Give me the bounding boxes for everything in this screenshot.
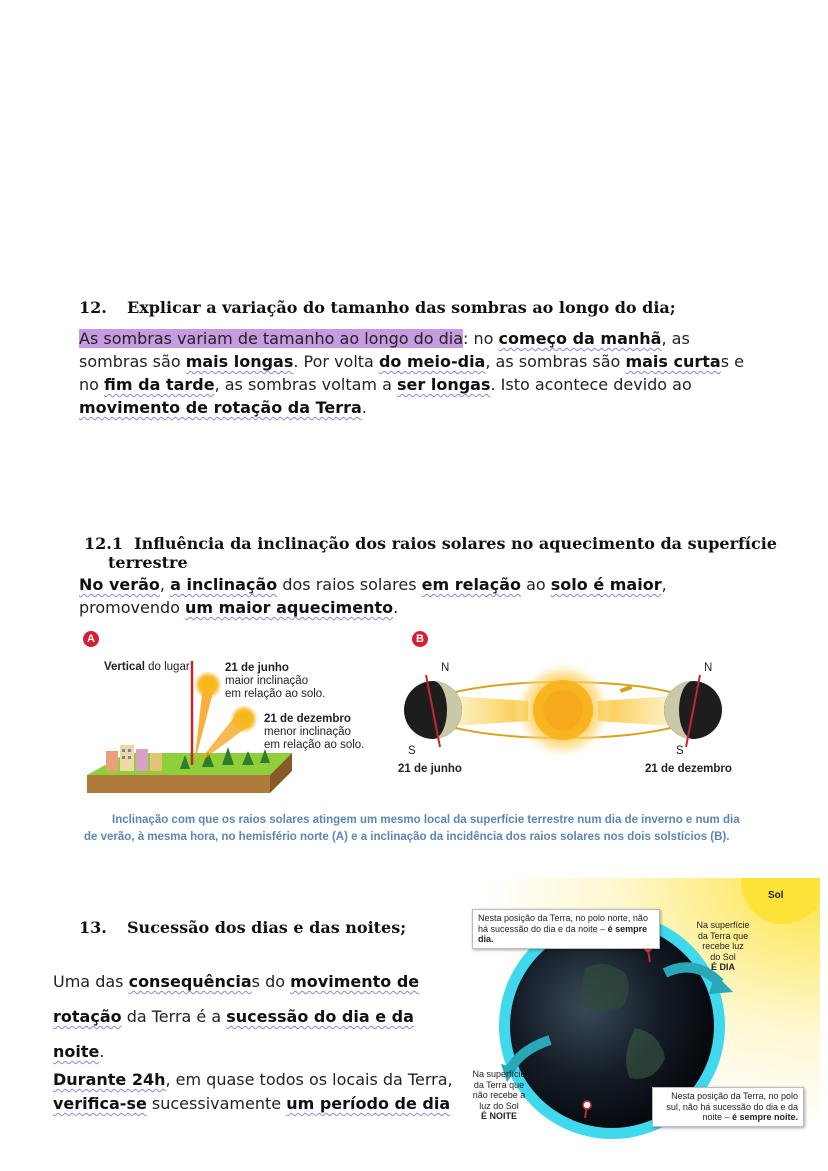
december-sun-core — [237, 712, 251, 726]
june-label — [225, 662, 325, 701]
text: dos raios solares — [277, 575, 422, 594]
night-line-3: não recebe a — [472, 1090, 526, 1100]
day-line-3: recebe luz — [702, 941, 744, 951]
text: , promovendo — [79, 575, 667, 617]
text: Uma das — [53, 972, 129, 991]
north-callout-bold: é sempre dia. — [478, 923, 648, 944]
bold-text: um período de dia — [286, 1094, 451, 1113]
december-desc-2: em relação ao solo. — [264, 739, 365, 751]
night-label — [466, 1069, 532, 1122]
caption-line-1: Inclinação com que os raios solares atingem um mesmo local da superfície terrestre num dia de inverno e num dia — [112, 814, 740, 826]
night-line-5: É NOITE — [480, 1111, 517, 1121]
december-date: 21 de dezembro — [264, 713, 351, 725]
north-callout-text: Nesta posição da Terra, no polo norte, não há sucessão do dia e da noite – — [478, 913, 648, 934]
june-date: 21 de junho — [225, 662, 289, 674]
north-pole-callout — [472, 909, 660, 949]
sun-label: Sol — [768, 890, 784, 901]
orbit-label-june: 21 de junho — [398, 763, 462, 775]
june-desc-2: em relação ao solo. — [225, 688, 326, 700]
text: . — [99, 1042, 105, 1061]
section-12-1-title-line2: terrestre — [108, 553, 188, 572]
night-line-1: Na superfície — [472, 1069, 526, 1079]
december-desc-1: menor inclinação — [264, 726, 351, 738]
text: s do — [251, 972, 291, 991]
bold-text: em relação — [421, 575, 521, 594]
text: . Isto acontece devido ao — [490, 375, 692, 394]
text: sucessivamente — [146, 1094, 287, 1113]
section-12-number: 12. — [79, 298, 107, 317]
text: , — [159, 575, 171, 594]
section-13-title: Sucessão dos dias e das noites; — [127, 918, 407, 937]
bold-text: noite — [53, 1042, 100, 1061]
text: s e no — [79, 352, 744, 394]
text: da Terra é a — [121, 1007, 227, 1026]
text: , as sombras voltam a — [214, 375, 397, 394]
bold-text: do meio-dia — [378, 352, 486, 371]
sun-inner — [543, 690, 583, 730]
vertical-bold: Vertical — [104, 661, 145, 673]
text: ao — [521, 575, 551, 594]
north-label-right: N — [704, 662, 713, 674]
section-13-heading — [79, 918, 406, 937]
section-12-1-number: 12.1 — [84, 534, 123, 553]
day-line-1: Na superfície — [696, 920, 750, 930]
text: , as sombras são — [79, 329, 690, 371]
bold-text: ser longas — [397, 375, 491, 394]
text: , as sombras são — [485, 352, 626, 371]
bold-text: movimento de — [290, 972, 420, 991]
bold-text: um maior aquecimento — [185, 598, 394, 617]
continent-shape — [580, 964, 629, 1012]
bold-text: consequência — [128, 972, 252, 991]
south-callout-text: Nesta posição da Terra, no polo sul, não há sucessão do dia e da noite – — [666, 1091, 798, 1122]
bold-text: movimento de rotação da Terra — [79, 398, 362, 417]
bold-text: fim da tarde — [104, 375, 215, 394]
highlighted-text: As sombras variam de tamanho ao longo do dia — [79, 329, 464, 348]
vertical-label — [104, 661, 190, 674]
bold-text: verifica-se — [53, 1094, 147, 1113]
section-12-1-heading — [84, 534, 777, 572]
day-line-4: do Sol — [710, 951, 736, 962]
text: . — [361, 398, 367, 417]
day-label — [680, 920, 766, 973]
south-label-left: S — [408, 745, 416, 757]
figure-letter-b: B — [412, 631, 428, 647]
june-sun-core — [201, 678, 215, 692]
section-13-number: 13. — [79, 918, 107, 937]
text: , em quase todos os locais da Terra, — [165, 1070, 453, 1089]
night-line-4: luz do Sol — [479, 1100, 519, 1111]
orbit-arrow — [620, 685, 633, 693]
bold-text: mais curta — [625, 352, 721, 371]
bold-text: No verão — [79, 575, 160, 594]
section-13-paragraph-1 — [53, 964, 423, 1069]
day-line-5: É DIA — [710, 962, 735, 972]
bold-text: sucessão do dia e da — [226, 1007, 414, 1026]
text: : no — [463, 329, 499, 348]
bold-text: começo da manhã — [498, 329, 662, 348]
figure-letter-a: A — [83, 631, 99, 647]
section-13-paragraph-2 — [53, 1068, 453, 1116]
section-12-1-paragraph — [79, 573, 759, 619]
figure-caption — [84, 812, 764, 846]
vertical-rest: do lugar — [144, 661, 190, 673]
south-callout-bold: é sempre noite. — [731, 1112, 798, 1122]
bold-text: mais longas — [185, 352, 294, 371]
north-label-left: N — [441, 662, 450, 674]
bold-text: rotação — [53, 1007, 122, 1026]
orbit-label-december: 21 de dezembro — [645, 763, 732, 775]
section-12-heading — [79, 298, 676, 317]
december-label — [264, 713, 364, 752]
text: . — [393, 598, 399, 617]
south-pole-callout — [652, 1087, 804, 1127]
day-line-2: da Terra que — [697, 930, 749, 941]
night-line-2: da Terra que — [473, 1079, 525, 1090]
section-12-paragraph — [79, 327, 759, 419]
bold-text: solo é maior — [550, 575, 662, 594]
section-12-title: Explicar a variação do tamanho das sombras ao longo do dia; — [127, 298, 676, 317]
town-buildings — [106, 745, 162, 771]
south-pole-pin-icon — [583, 1101, 591, 1109]
section-12-1-title-line1: Influência da inclinação dos raios solares no aquecimento da superfície — [134, 534, 777, 553]
june-desc-1: maior inclinação — [225, 675, 309, 687]
bold-text: a inclinação — [170, 575, 278, 594]
ground-side — [87, 775, 270, 793]
bold-text: Durante 24h — [53, 1070, 166, 1089]
text: . Por volta — [293, 352, 379, 371]
caption-line-2: de verão, à mesma hora, no hemisfério norte (A) e a inclinação da incidência dos raios solares nos dois solstícios (B). — [84, 831, 730, 843]
earth-june-icon — [404, 675, 462, 747]
earth-december-icon — [664, 675, 722, 747]
south-label-right: S — [676, 745, 684, 757]
